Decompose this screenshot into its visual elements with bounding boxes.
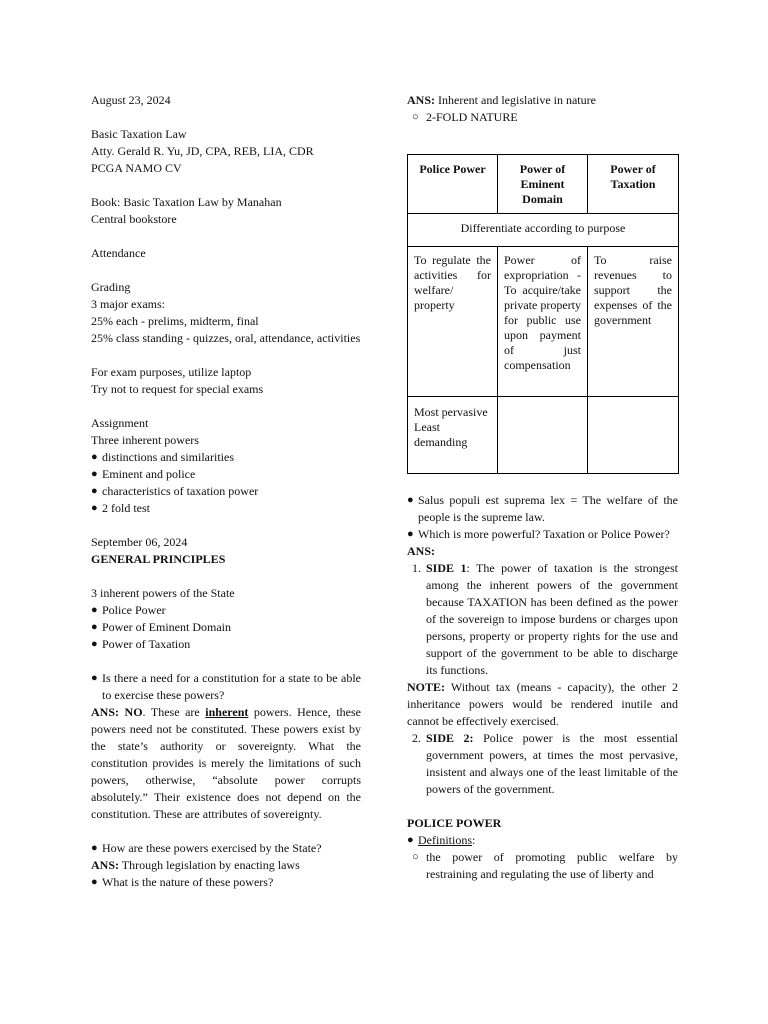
bullet-icon: ● — [91, 468, 98, 480]
list-item: ● Power of Eminent Domain — [91, 620, 231, 634]
side-1: 1. SIDE 1: The power of taxation is the strongest among the inherent powers of the government because TAXATION has been defined as the power of the sovereign to impose burdens or charges upon persons, property or property rights for the use and support of the government to be able to discharge its functions. — [412, 561, 679, 677]
bullet-icon: ● — [91, 876, 98, 888]
table-header-cell: Police Power — [408, 155, 498, 214]
bullet-icon: ● — [91, 672, 98, 684]
bullet-icon: ● — [407, 494, 414, 506]
bullet-icon: ● — [91, 451, 98, 463]
date-september: September 06, 2024 — [91, 535, 188, 549]
table-header-cell: Power of Taxation — [588, 155, 679, 214]
hollow-bullet-icon: ○ — [412, 111, 419, 123]
question-constitution: ● Is there a need for a constitution for a state to be able to exercise these powers? — [91, 671, 361, 702]
question-exercise: ● How are these powers exercised by the State? — [91, 841, 322, 855]
exam-note-1: For exam purposes, utilize laptop — [91, 365, 252, 379]
list-item: ● distinctions and similarities — [91, 450, 234, 464]
bullet-icon: ● — [91, 604, 98, 616]
book: Book: Basic Taxation Law by Manahan — [91, 195, 282, 209]
bullet-icon: ● — [91, 842, 98, 854]
bullet-icon: ● — [91, 621, 98, 633]
definition-item: ○ the power of promoting public welfare by restraining and regulating the use of liberty and — [412, 850, 678, 881]
table-cell — [588, 397, 679, 474]
major-exams: 3 major exams: — [91, 297, 165, 311]
general-principles-heading: GENERAL PRINCIPLES — [91, 552, 226, 566]
table-cell: To regulate the activities for welfare/ property — [408, 247, 498, 397]
list-item: ● 2 fold test — [91, 501, 150, 515]
attendance: Attendance — [91, 246, 146, 260]
bookstore: Central bookstore — [91, 212, 177, 226]
table-header-row — [408, 155, 679, 214]
list-item: ● Eminent and police — [91, 467, 196, 481]
ans-label: ANS: — [407, 544, 436, 558]
bullet-icon: ● — [407, 834, 414, 846]
list-item: ● characteristics of taxation power — [91, 484, 259, 498]
table-cell: Power of expropriation - To acquire/take private property for public use upon payment of just compensation — [498, 247, 588, 397]
table-row — [408, 214, 679, 247]
three-powers-heading: 3 inherent powers of the State — [91, 586, 235, 600]
table-header-cell: Power of Eminent Domain — [498, 155, 588, 214]
answer-nature: ANS: Inherent and legislative in nature — [407, 93, 596, 107]
table-row — [408, 397, 679, 474]
definitions-item: ● Definitions: — [407, 833, 476, 847]
bullet-icon: ● — [91, 638, 98, 650]
bullet-icon: ● — [407, 528, 414, 540]
answer-constitution: ANS: NO. These are inherent powers. Hence, these powers need not be constituted. These powers exist by the state’s authority or sovereignty. What the constitution provides is merely the limitations of such powers, otherwise, “absolute power corrupts absolutely.” Their existence does not depend on the constitution. These are attributes of sovereignty. — [91, 705, 361, 821]
list-item: ● Power of Taxation — [91, 637, 191, 651]
answer-exercise: ANS: Through legislation by enacting laws — [91, 858, 300, 872]
hollow-bullet-icon: ○ — [412, 851, 419, 863]
date-august: August 23, 2024 — [91, 93, 171, 107]
instructor: Atty. Gerald R. Yu, JD, CPA, REB, LIA, CDR — [91, 144, 314, 158]
course-title: Basic Taxation Law — [91, 127, 187, 141]
right-column — [407, 92, 678, 883]
table-cell — [498, 397, 588, 474]
table-cell: To raise revenues to support the expenses of the government — [588, 247, 679, 397]
grading-line-2: 25% class standing - quizzes, oral, attendance, activities — [91, 331, 361, 345]
assignment-subheading: Three inherent powers — [91, 433, 199, 447]
table-cell: Most pervasive Least demanding — [408, 397, 498, 474]
list-item: ● Which is more powerful? Taxation or Police Power? — [407, 527, 670, 541]
question-nature: ● What is the nature of these powers? — [91, 875, 274, 889]
grading-line-1: 25% each - prelims, midterm, final — [91, 314, 259, 328]
assignment-heading: Assignment — [91, 416, 149, 430]
namo: PCGA NAMO CV — [91, 161, 182, 175]
list-item: ● Police Power — [91, 603, 166, 617]
exam-note-2: Try not to request for special exams — [91, 382, 264, 396]
powers-comparison-table — [407, 154, 679, 474]
police-power-heading: POLICE POWER — [407, 816, 502, 830]
side-2: 2. SIDE 2: Police power is the most essential government powers, at times the most pervasive, insistent and always one of the least limitable of the powers of the government. — [412, 731, 678, 796]
bullet-icon: ● — [91, 502, 98, 514]
list-item: ● Salus populi est suprema lex = The welfare of the people is the supreme law. — [407, 493, 678, 524]
grading-heading: Grading — [91, 280, 131, 294]
table-merged-cell: Differentiate according to purpose — [408, 214, 679, 247]
note: NOTE: Without tax (means - capacity), the other 2 inheritance powers would be rendered inutile and cannot be effectively exercised. — [407, 680, 678, 728]
list-item: ○ 2-FOLD NATURE — [412, 110, 518, 124]
left-column — [91, 92, 361, 891]
bullet-icon: ● — [91, 485, 98, 497]
table-row — [408, 247, 679, 397]
